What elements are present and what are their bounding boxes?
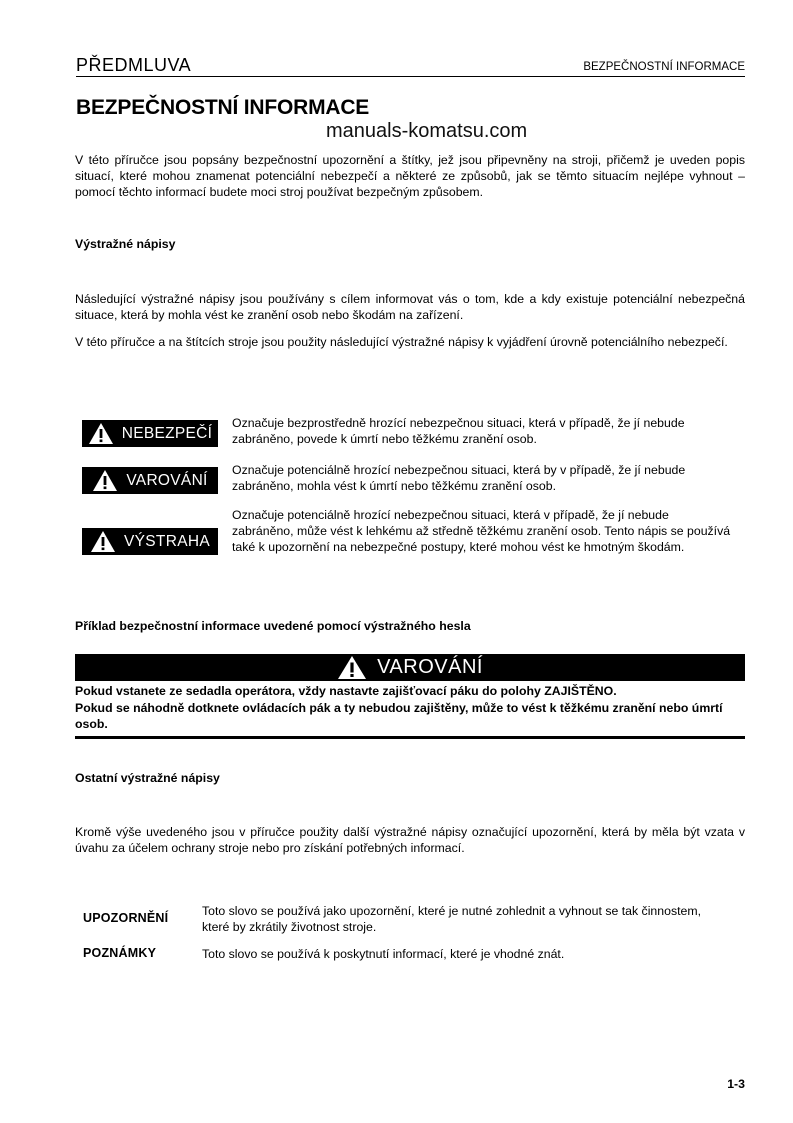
caution-description: Označuje potenciálně hrozící nebezpečnou situaci, která v případě, že jí nebude zabráněno, může vést k lehkému až středně těžkému zranění osob. Tento nápis se používá také k upozornění na nebezpečné postupy, které mohou vést ke hmotným škodám.	[232, 508, 731, 554]
term-description-remarks: Toto slovo se používá k poskytnutí informací, které je vhodné znát.	[202, 947, 565, 961]
other-signs-paragraph: Kromě výše uvedeného jsou v příručce použity další výstražné nápisy označující upozornění, která by měla být vzata v úvahu za účelem ochrany stroje nebo pro získání potřebných informací.	[75, 825, 745, 855]
header-divider	[76, 76, 745, 77]
warning-badge-label: VAROVÁNÍ	[126, 471, 208, 489]
term-label-remarks: POZNÁMKY	[83, 946, 157, 960]
header-section: PŘEDMLUVA	[76, 55, 192, 75]
example-warning-bar	[75, 654, 745, 681]
term-description-notice: Toto slovo se používá jako upozornění, které je nutné zohlednit a vyhnout se tak činnostem, které by zkrátily životnost stroje.	[202, 904, 702, 934]
warning-description: Označuje potenciálně hrozící nebezpečnou situaci, která by v případě, že jí nebude zabráněno, mohla vést k úmrtí nebo těžkému zranění osob.	[232, 463, 686, 493]
warning-triangle-icon	[88, 422, 114, 445]
danger-badge	[82, 420, 218, 447]
danger-badge-label: NEBEZPEČÍ	[121, 424, 213, 442]
header-chapter: BEZPEČNOSTNÍ INFORMACE	[583, 61, 745, 73]
caution-badge-label: VÝSTRAHA	[124, 532, 210, 550]
example-warning-line-2: Pokud se náhodně dotknete ovládacích pák a ty nebudou zajištěny, může to vést k těžkému zranění nebo úmrtí osob.	[75, 700, 723, 731]
warning-signs-paragraph-1: Následující výstražné nápisy jsou používány s cílem informovat vás o tom, kde a kdy existuje potenciální nebezpečná situace, která by mohla vést ke zranění osob nebo škodám na zařízení.	[75, 292, 745, 322]
intro-paragraph: V této příručce jsou popsány bezpečnostní upozornění a štítky, jež jsou připevněny na stroji, přičemž je uveden popis situací, které mohou znamenat potenciální nebezpečí a některé ze způsobů, jak se těmto situacím nejlépe vyhnout – pomocí těchto informací budete moci stroj používat bezpečným způsobem.	[75, 153, 745, 199]
page-number: 1-3	[727, 1077, 745, 1091]
example-heading: Příklad bezpečnostní informace uvedené pomocí výstražného hesla	[75, 619, 471, 633]
term-label-notice: UPOZORNĚNÍ	[83, 911, 169, 925]
example-warning-line-1: Pokud vstanete ze sedadla operátora, vždy nastavte zajišťovací páku do polohy ZAJIŠTĚNO.	[75, 684, 617, 698]
warning-triangle-icon	[92, 469, 118, 492]
warning-triangle-icon	[90, 530, 116, 553]
example-warning-label: VAROVÁNÍ	[377, 656, 483, 678]
page-title: BEZPEČNOSTNÍ INFORMACE	[76, 96, 370, 119]
warning-triangle-icon	[337, 655, 367, 680]
example-bottom-rule	[75, 736, 745, 739]
danger-description: Označuje bezprostředně hrozící nebezpečnou situaci, která v případě, že jí nebude zabráněno, povede k úmrtí nebo těžkému zranění osob.	[232, 416, 685, 446]
warning-signs-paragraph-2: V této příručce a na štítcích stroje jsou použity následující výstražné nápisy k vyjádření úrovně potenciálního nebezpečí.	[75, 335, 728, 349]
warning-signs-heading: Výstražné nápisy	[75, 237, 176, 251]
warning-badge	[82, 467, 218, 494]
example-warning-text	[75, 683, 747, 733]
caution-badge	[82, 528, 218, 555]
watermark-text: manuals-komatsu.com	[326, 120, 528, 142]
other-signs-heading: Ostatní výstražné nápisy	[75, 771, 220, 785]
